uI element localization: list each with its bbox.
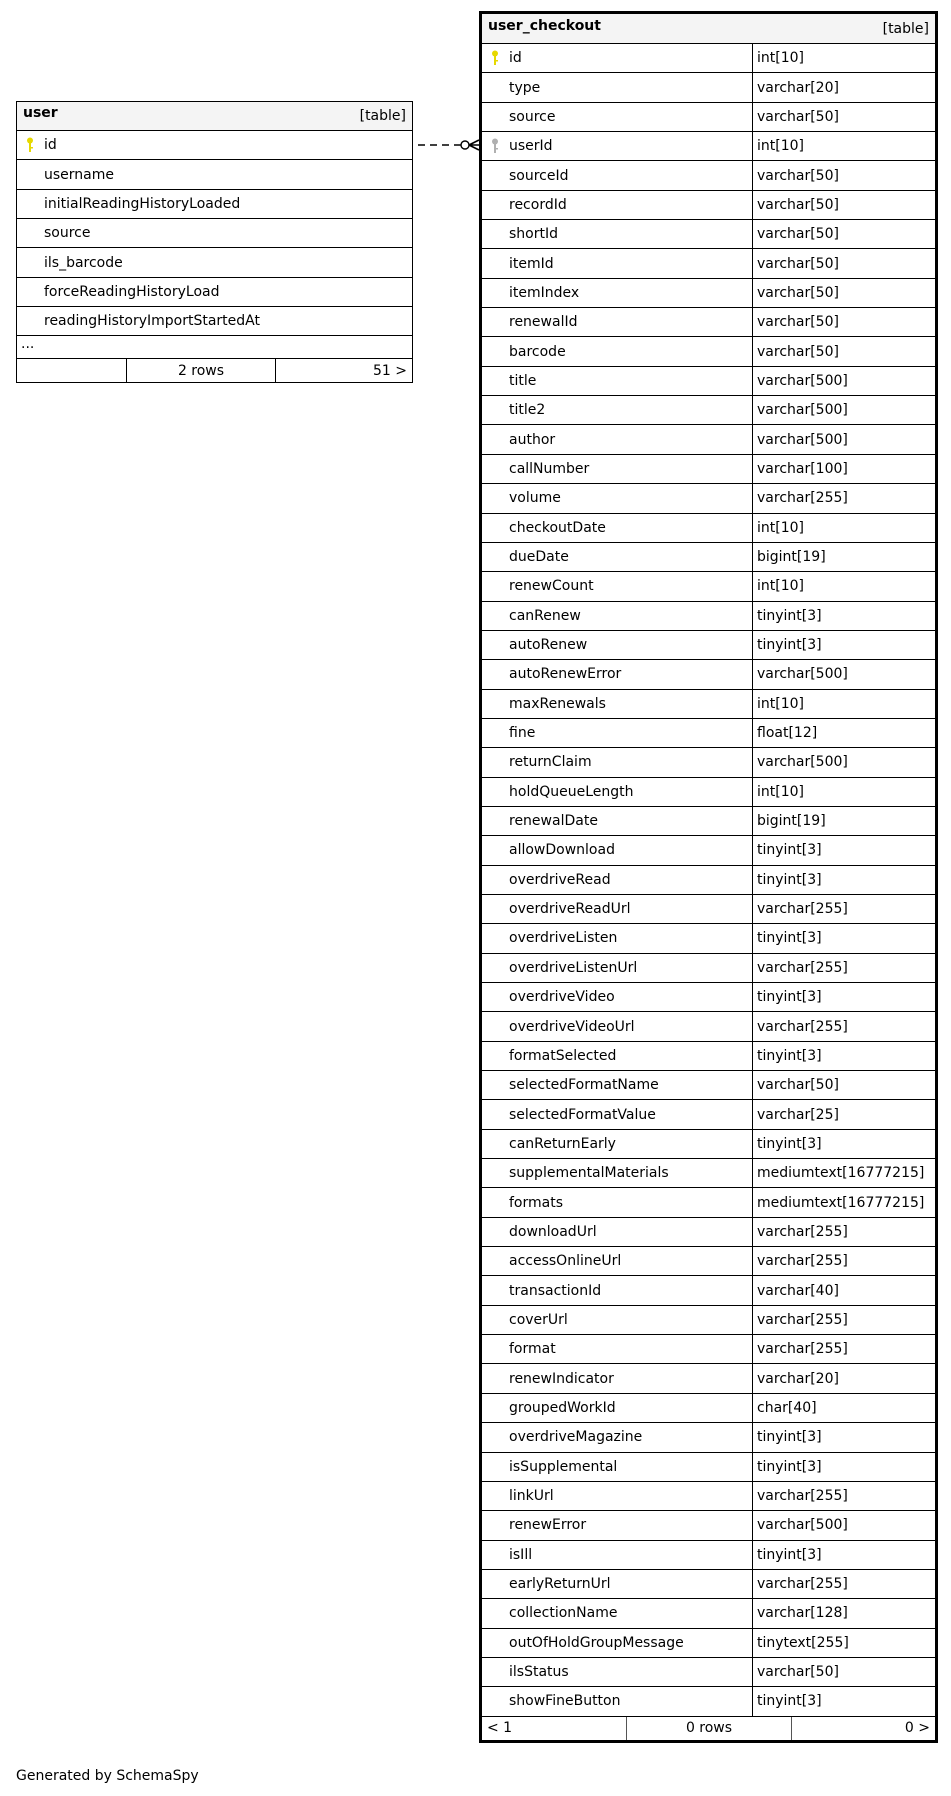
column-name-cell [482,631,753,659]
column-row[interactable] [482,279,935,308]
column-row[interactable] [482,690,935,719]
column-row[interactable] [482,543,935,572]
column-type: varchar[255] [757,1311,848,1328]
crowfoot-many-icon [469,140,479,150]
column-name-cell [482,1188,753,1216]
column-name: username [44,166,114,183]
column-name-cell [482,1482,753,1510]
column-row[interactable] [482,73,935,102]
column-name: ilsStatus [509,1664,569,1681]
column-type: tinyint[3] [757,1458,822,1475]
table-header [17,102,412,131]
column-name-cell [17,248,412,276]
column-row[interactable] [482,1453,935,1482]
column-row[interactable] [482,1306,935,1335]
column-name-cell [17,307,412,335]
column-row[interactable] [482,337,935,366]
column-name-cell [482,1423,753,1451]
column-row[interactable] [482,1159,935,1188]
column-name-cell [482,1130,753,1158]
column-name-cell [482,1042,753,1070]
column-name: title [509,372,537,389]
column-row[interactable] [482,1247,935,1276]
column-name-cell [482,1629,753,1657]
column-name-cell [482,220,753,248]
column-name: overdriveVideoUrl [509,1018,635,1035]
column-name: collectionName [509,1605,618,1622]
column-name-cell [482,455,753,483]
column-row[interactable] [482,924,935,953]
column-name: maxRenewals [509,695,606,712]
column-name: forceReadingHistoryLoad [44,283,220,300]
column-row[interactable] [482,367,935,396]
column-name-cell [482,191,753,219]
column-name-cell [482,514,753,542]
column-row[interactable] [482,161,935,190]
column-type: int[10] [757,695,804,712]
column-name-cell [482,103,753,131]
column-row[interactable] [482,103,935,132]
column-name: selectedFormatName [509,1077,659,1094]
column-row[interactable] [482,396,935,425]
column-name-cell [482,807,753,835]
column-row[interactable] [482,836,935,865]
column-name-cell [482,1453,753,1481]
column-row[interactable] [17,131,412,160]
column-type: varchar[20] [757,79,839,96]
column-type: varchar[500] [757,1517,848,1534]
column-type: tinyint[3] [757,607,822,624]
column-row[interactable] [482,220,935,249]
row-count: 0 rows [627,1717,792,1740]
column-name: id [509,50,522,67]
column-name: renewIndicator [509,1370,614,1387]
column-type: bigint[19] [757,549,826,566]
row-count: 2 rows [127,359,276,382]
column-name-cell [482,367,753,395]
column-type: int[10] [757,138,804,155]
column-type: tinyint[3] [757,1546,822,1563]
column-name-cell [482,954,753,982]
column-name-cell [482,1071,753,1099]
column-name: canRenew [509,607,581,624]
column-name-cell [17,160,412,188]
column-type: int[10] [757,519,804,536]
column-type: varchar[50] [757,314,839,331]
column-name: itemId [509,255,554,272]
column-name-cell [17,131,412,159]
column-name-cell [482,748,753,776]
column-name-cell [482,983,753,1011]
column-name-cell [17,278,412,306]
column-name-cell [17,219,412,247]
column-name-cell [482,1541,753,1569]
column-row[interactable] [482,484,935,513]
column-type: varchar[50] [757,1077,839,1094]
column-name: overdriveRead [509,871,611,888]
column-type: varchar[100] [757,460,848,477]
column-name: dueDate [509,549,569,566]
column-name-cell [482,1306,753,1334]
column-row[interactable] [482,132,935,161]
column-type: tinyint[3] [757,1693,822,1710]
column-name-cell [482,778,753,806]
column-type: tinyint[3] [757,930,822,947]
column-type: mediumtext[16777215] [757,1165,925,1182]
column-name-cell [482,425,753,453]
column-name: callNumber [509,460,590,477]
column-type: tinyint[3] [757,1429,822,1446]
column-name: itemIndex [509,284,580,301]
column-name-cell [482,484,753,512]
column-name: volume [509,490,561,507]
table-name[interactable]: user_checkout [488,17,601,34]
column-name: overdriveMagazine [509,1429,643,1446]
column-type: varchar[255] [757,1018,848,1035]
column-name: sourceId [509,167,569,184]
column-row[interactable] [482,1130,935,1159]
column-row[interactable] [482,514,935,543]
column-row[interactable] [482,1188,935,1217]
column-type: varchar[50] [757,167,839,184]
column-type: tinytext[255] [757,1634,849,1651]
column-name: returnClaim [509,754,592,771]
column-type: varchar[255] [757,1341,848,1358]
column-name-cell [482,1247,753,1275]
column-name-cell [482,44,753,72]
table-name[interactable]: user [23,105,58,121]
column-name-cell [482,924,753,952]
zero-cardinality-icon [461,141,469,149]
column-name: format [509,1341,556,1358]
column-name: overdriveVideo [509,989,615,1006]
column-row[interactable] [17,160,412,189]
column-row[interactable] [482,1071,935,1100]
column-row[interactable] [482,44,935,73]
generated-by-label: Generated by SchemaSpy [16,1768,199,1784]
column-type: varchar[500] [757,666,848,683]
column-name: renewError [509,1517,587,1534]
column-name: recordId [509,196,567,213]
column-type: varchar[20] [757,1370,839,1387]
column-name: showFineButton [509,1693,621,1710]
column-type: varchar[500] [757,431,848,448]
column-name-cell [482,337,753,365]
column-name: overdriveListen [509,930,618,947]
column-name-cell [482,1012,753,1040]
column-row[interactable] [482,1364,935,1393]
column-row[interactable] [482,895,935,924]
column-name: downloadUrl [509,1223,597,1240]
column-type: int[10] [757,50,804,67]
column-row[interactable] [482,1687,935,1716]
column-row[interactable] [17,307,412,336]
table-user-checkout[interactable] [479,11,938,1743]
column-row[interactable] [482,954,935,983]
column-row[interactable] [482,1511,935,1540]
column-name: author [509,431,556,448]
column-name: allowDownload [509,842,615,859]
column-name-cell [482,279,753,307]
column-row[interactable] [482,425,935,454]
column-type: int[10] [757,783,804,800]
column-name: coverUrl [509,1311,568,1328]
column-name: checkoutDate [509,519,606,536]
table-kind: [table] [882,20,929,37]
column-name: userId [509,138,553,155]
column-name-cell [482,1159,753,1187]
column-name-cell [482,132,753,160]
primary-key-icon [491,50,499,66]
column-row[interactable] [482,1599,935,1628]
column-type: varchar[25] [757,1106,839,1123]
column-name: autoRenewError [509,666,622,683]
column-name: renewCount [509,578,594,595]
column-type: varchar[50] [757,226,839,243]
column-row[interactable] [482,983,935,1012]
column-name-cell [482,1658,753,1686]
column-name-cell [482,1276,753,1304]
column-name: formatSelected [509,1047,617,1064]
table-footer [17,359,412,382]
column-name: accessOnlineUrl [509,1253,622,1270]
column-name-cell [482,396,753,424]
column-type: varchar[50] [757,1664,839,1681]
column-name-cell [482,543,753,571]
column-type: varchar[255] [757,1253,848,1270]
column-row[interactable] [482,1276,935,1305]
column-type: tinyint[3] [757,842,822,859]
column-name-cell [482,1599,753,1627]
footer-next[interactable]: 0 > [904,1720,930,1737]
column-name-cell [482,1511,753,1539]
column-type: varchar[40] [757,1282,839,1299]
column-name: ils_barcode [44,254,123,271]
column-row[interactable] [482,631,935,660]
column-type: tinyint[3] [757,1047,822,1064]
column-row[interactable] [17,248,412,277]
column-row[interactable] [482,602,935,631]
column-row[interactable] [482,1423,935,1452]
column-name-cell [482,1100,753,1128]
column-row[interactable] [482,1335,935,1364]
column-row[interactable] [17,278,412,307]
column-name: type [509,79,541,96]
column-row[interactable] [482,1482,935,1511]
column-type: varchar[255] [757,1576,848,1593]
column-name: transactionId [509,1282,602,1299]
column-row[interactable] [482,1394,935,1423]
more-columns: ... [17,336,412,359]
column-name-cell [482,1394,753,1422]
column-type: tinyint[3] [757,871,822,888]
column-name: groupedWorkId [509,1399,616,1416]
column-name: supplementalMaterials [509,1165,669,1182]
column-name-cell [482,161,753,189]
column-name-cell [482,866,753,894]
column-row[interactable] [482,1629,935,1658]
column-name-cell [482,836,753,864]
column-row[interactable] [482,807,935,836]
column-row[interactable] [17,190,412,219]
primary-key-icon [26,137,34,153]
column-type: varchar[255] [757,901,848,918]
column-name: id [44,137,57,154]
column-name: isSupplemental [509,1458,618,1475]
column-name: isIll [509,1546,533,1563]
column-name: overdriveReadUrl [509,901,631,918]
column-name-cell [482,895,753,923]
column-name: outOfHoldGroupMessage [509,1634,684,1651]
column-type: varchar[50] [757,255,839,272]
column-name: barcode [509,343,566,360]
column-name: renewalId [509,314,578,331]
footer-prev[interactable]: < 1 [482,1717,627,1740]
column-name-cell [482,1218,753,1246]
column-name: title2 [509,402,546,419]
column-name: source [509,108,556,125]
column-row[interactable] [482,719,935,748]
column-name: selectedFormatValue [509,1106,656,1123]
column-type: float[12] [757,725,818,742]
column-type: tinyint[3] [757,989,822,1006]
column-type: char[40] [757,1399,817,1416]
column-row[interactable] [482,1012,935,1041]
column-name: canReturnEarly [509,1135,616,1152]
table-header [482,14,935,44]
column-name-cell [482,1364,753,1392]
column-row[interactable] [482,308,935,337]
column-row[interactable] [482,191,935,220]
column-name: earlyReturnUrl [509,1576,611,1593]
column-row[interactable] [482,778,935,807]
column-type: varchar[500] [757,372,848,389]
column-type: varchar[500] [757,754,848,771]
column-row[interactable] [482,455,935,484]
column-name: holdQueueLength [509,783,634,800]
column-row[interactable] [482,1042,935,1071]
column-type: int[10] [757,578,804,595]
column-type: varchar[50] [757,196,839,213]
column-name-cell [482,660,753,688]
column-row[interactable] [482,1218,935,1247]
column-name: autoRenew [509,637,588,654]
column-row[interactable] [482,1100,935,1129]
column-name-cell [482,1687,753,1715]
column-name: source [44,225,91,242]
column-type: tinyint[3] [757,1135,822,1152]
column-row[interactable] [482,1570,935,1599]
column-name-cell [482,308,753,336]
column-row[interactable] [482,1658,935,1687]
column-name-cell [482,602,753,630]
column-type: varchar[128] [757,1605,848,1622]
column-type: varchar[50] [757,108,839,125]
column-type: varchar[255] [757,959,848,976]
column-row[interactable] [482,249,935,278]
column-type: mediumtext[16777215] [757,1194,925,1211]
column-row[interactable] [482,866,935,895]
column-name: renewalDate [509,813,598,830]
column-name-cell [482,719,753,747]
column-name: initialReadingHistoryLoaded [44,195,241,212]
footer-prev [17,359,127,382]
table-user[interactable] [16,101,413,383]
column-name: shortId [509,226,558,243]
table-kind: [table] [359,108,406,124]
table-footer [482,1717,935,1740]
column-name: linkUrl [509,1488,554,1505]
column-type: varchar[50] [757,343,839,360]
foreign-key-icon [491,138,499,154]
column-type: varchar[255] [757,490,848,507]
column-type: varchar[255] [757,1223,848,1240]
column-type: varchar[50] [757,284,839,301]
column-name-cell [482,1335,753,1363]
column-row[interactable] [482,572,935,601]
column-name: overdriveListenUrl [509,959,638,976]
column-name: formats [509,1194,564,1211]
column-row[interactable] [17,219,412,248]
column-name-cell [482,249,753,277]
column-name-cell [482,73,753,101]
column-row[interactable] [482,748,935,777]
column-type: tinyint[3] [757,637,822,654]
footer-next[interactable]: 51 > [373,362,407,379]
column-type: varchar[255] [757,1488,848,1505]
column-name-cell [482,572,753,600]
column-name: fine [509,725,536,742]
column-row[interactable] [482,660,935,689]
column-row[interactable] [482,1541,935,1570]
column-name-cell [482,690,753,718]
column-name-cell [17,190,412,218]
column-name: readingHistoryImportStartedAt [44,313,260,330]
column-type: varchar[500] [757,402,848,419]
column-type: bigint[19] [757,813,826,830]
column-name-cell [482,1570,753,1598]
